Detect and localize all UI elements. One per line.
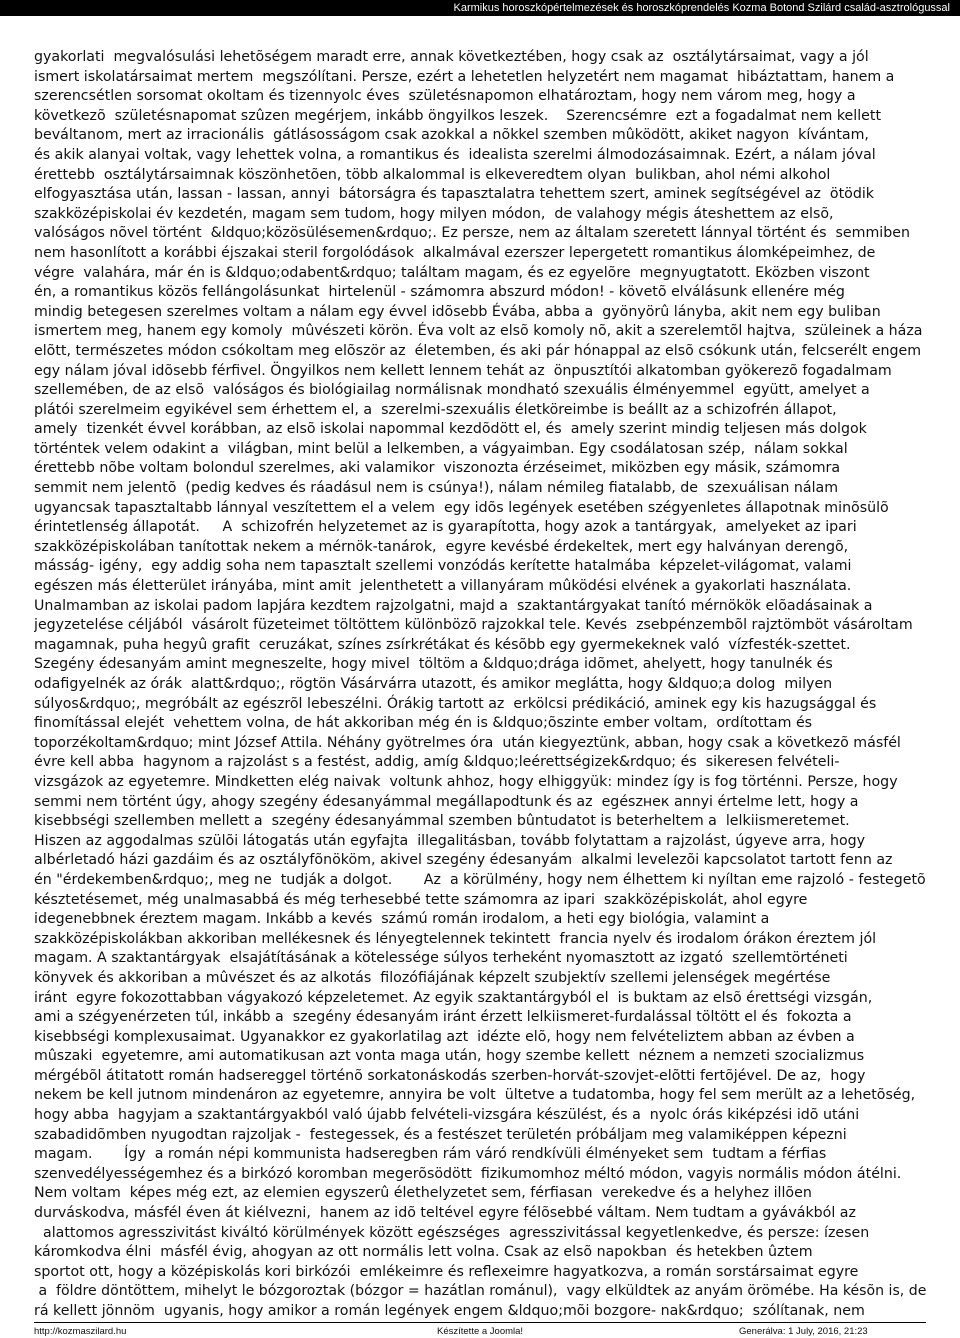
footer-generated-date: Generálva: 1 July, 2016, 21:23 (739, 1326, 868, 1337)
text-line: egy nálam jóval idõsebb férfivel. Öngyilkos nem kellett lennem tehát az önpusztítói alkatomban gyökerezõ fogadalmam (34, 362, 892, 379)
text-line: ismert iskolatársaimat mertem megszólítani. Persze, ezért a lehetetlen helyzetért nem magamat hibáztattam, hanem a (34, 68, 895, 85)
text-line: kisebbségi szellemben mellett a szegény édesanyámmal szemben bûntudatot is beterheltem a lelkiismeretemet. (34, 813, 850, 830)
text-line: mindig betegesen szerelmes voltam a nálam egy évvel idõsebb Évába, abba a gyönyörû lányba, akit nem egy buliban (34, 303, 881, 320)
text-line: én "érdekemben&rdquo;, meg ne tudják a dolgot. Az a körülmény, hogy nem élhettem ki nyíltan eme rajzoló - festegetõ (34, 871, 926, 888)
text-line: Szegény édesanyám amint megneszelte, hogy mivel töltöm a &ldquo;drága idõmet, ahelyett, hogy tanulnék és (34, 656, 833, 673)
text-line: valóságos nõvel történt &ldquo;közösülésemen&rdquo;. Ez persze, nem az általam szeretett lánnyal történt és semmiben (34, 225, 910, 242)
text-line: érettebb osztálytársaimnak köszönhetõen, több alkalommal is elkeveredtem olyan bulikban, ahol némi alkohol (34, 166, 831, 183)
text-line: szakközépiskolákban akkoriban mellékesnek és lényegtelennek tekintett francia nyelv és irodalom órákon éreztem jól (34, 930, 877, 947)
text-line: ugyancsak tapasztaltabb lánnyal veszítettem el a velem egy idõs legények esetében szégyenletes állapotnak minõsülõ (34, 499, 889, 516)
text-line: szakközépiskolai év kezdetén, magam sem tudom, hogy milyen módon, de valahogy mégis áteshettem az elsõ, (34, 205, 834, 222)
text-line: rá kellett jönnöm ugyanis, hogy amikor a román legények engem &ldquo;mõi bozgore- nak&rdquo; szólítanak, nem (34, 1303, 865, 1318)
footer-url-link[interactable]: http://kozmaszilard.hu (34, 1326, 127, 1337)
footer-credit: Készítette a Joomla! (437, 1326, 524, 1337)
text-line: plátói szerelmeim egyikével sem érhettem el, a szerelmi-szexuális életköreimbe is beállt az a schizofrén állapot, (34, 401, 837, 418)
text-line: Unalmamban az iskolai padom lapjára kezdtem rajzolgatni, majd a szaktantárgyakat tanító mérnökök elõadásainak a (34, 597, 873, 614)
text-line: következõ születésnapomat szûzen megérjem, inkább öngyilkos leszek. Szerencsémre ezt a fogadalmat nem kellett (34, 107, 882, 124)
text-line: érettebb nõbe voltam bolondul szerelmes, aki valamikor viszonozta érzéseimet, miközben egy másik, számomra (34, 460, 841, 477)
text-line: nekem be kell jutnom mindenáron az egyetemre, annyira be volt ültetve a tudatomba, hogy fel sem merült az a lehetõség, (34, 1087, 916, 1104)
text-line: semmit nem jelentõ (pedig kedves és ráadásul nem is csúnya!), nálam némileg fiatalabb, de szexuálisan nálam (34, 480, 839, 497)
text-line: Hiszen az aggodalmas szülõi látogatás után egyfajta illegalitásban, tovább folytattam a rajzolást, úgyeve arra, hogy (34, 832, 866, 849)
text-line: szerencsétlen sorsomat okoltam és tizennyolc éves születésnapomon elhatároztam, hogy nem várom meg, hogy a (34, 88, 856, 105)
text-line: idegenebbnek éreztem magam. Inkább a kevés számú román irodalom, a heti egy biológia, valamint a (34, 911, 770, 928)
text-line: elfogyasztása után, lassan - lassan, annyi bátorságra és tapasztalatra tehettem szert, aminek segítségével az ötödik (34, 186, 875, 203)
text-line: késztetésemet, még unalmasabbá és még terhesebbé tette számomra az ipari szakközépiskolát, ahol egyre (34, 891, 808, 908)
text-line: ami a szégyenérzeten túl, inkább a szegény édesanyám iránt érzett lelkiismeret-furdalással töltött el és fokozta a (34, 1009, 852, 1026)
text-line: magamnak, puha hegyû grafit ceruzákat, színes zsírkrétákat és késõbb egy gyermekeknek való vízfesték-szettet. (34, 636, 851, 653)
text-line: amely tizenkét évvel korábban, az elsõ iskolai napommal kezdõdött el, és amely szerint mindig teljesen más dolgok (34, 421, 867, 438)
article-body (34, 48, 960, 1318)
text-line: szellemében, de az elsõ valóságos és biológiailag normálisnak mondható szexuális élményemmel együtt, amelyet a (34, 382, 870, 399)
text-line: Nem voltam képes még ezt, az elemien egyszerû élethelyzetet sem, férfiasan verekedve és a helyhez illõen (34, 1185, 812, 1202)
text-line: iránt egyre fokozottabban vágyakozó képzeletemet. Az egyik szaktantárgyból el is buktam az elsõ érettségi vizsgán, (34, 989, 873, 1006)
site-title: Karmikus horoszkópértelmezések és horoszkóprendelés Kozma Botond Szilárd család-asztrológussal (453, 2, 950, 14)
text-line: szenvedélyességemhez és a birkózó koromban megerõsödött fizikumomhoz méltó módon, vagyis normális módon átélni. (34, 1165, 902, 1182)
text-line: magam. A szaktantárgyak elsajátításának a kötelessége súlyos terheként nyomasztott az izgató szellemtörténeti (34, 950, 848, 967)
text-line: kisebbségi komplexusaimat. Ugyanakkor ez gyakorlatilag azt idézte elõ, hogy nem felvételiztem abban az évben a (34, 1028, 855, 1045)
text-line: ismertem meg, hanem egy komoly mûvészeti körön. Éva volt az elsõ komoly nõ, akit a szerelemtõl hajtva, szüleinek a háza (34, 323, 923, 340)
text-line: nem hasonlított a korábbi éjszakai steril forgolódások alkalmával ezerszer lepergetett romantikus álomképeimhez, de (34, 244, 876, 261)
text-line: én, a romantikus közös fellángolásunkat hirtelenül - számomra abszurd módon! - követõ elválásunk ellenére még (34, 284, 845, 301)
text-line: a földre döntöttem, mihelyt le bózgoroztak (bózgor = hazátlan románul), vagy elküldtek az anyám örömébe. Ha késõn is, de (34, 1283, 927, 1300)
text-line: jegyzetelése céljából vásárolt füzeteimet töltöttem különbözõ rajzokkal tele. Kevés zsebpénzembõl rajztömböt vásároltam (34, 617, 913, 634)
text-line: magam. Így a román népi kommunista hadseregben rám váró rendkívüli élményeket sem tudtam a férfias (34, 1146, 827, 1163)
text-line: odafigyelnék az órák alatt&rdquo;, rögtön Vásárvárra utazott, és amikor meglátta, hogy &ldquo;a dolog milyen (34, 676, 833, 692)
text-line: toporzékoltam&rdquo; mint József Attila. Néhány gyötrelmes óra után kiegyeztünk, abban, hogy csak a következõ másfél (34, 734, 901, 751)
text-line: vizsgázok az egyetemre. Mindketten elég naivak voltunk ahhoz, hogy elhiggyük: mindez így is fog történni. Persze, hogy (34, 773, 898, 790)
text-line: durváskodva, másfél éven át kiélvezni, hanem az idõ teltével egyre félõsebbé váltam. Nem tudtam a gyávákból az (34, 1205, 856, 1222)
text-line: elõtt, természetes módon csókoltam meg elõször az életemben, és aki pár hónappal az elsõ csókunk után, felcserélt engem (34, 342, 922, 359)
text-line: egészen más életterület irányába, mint amit jelenthetett a villanyáram mûködési elvének a gyakorlati használata. (34, 578, 852, 595)
text-line: albérletadó házi gazdáim és az osztályfõnököm, akivel szegény édesanyám alkalmi levelezõi kapcsolatot tartott fenn az (34, 852, 893, 869)
text-line: finomítással elejét vehettem volna, de hát akkoriban még én is &ldquo;õszinte ember voltam, ordítottam és (34, 715, 813, 732)
text-line: hogy abba hagyjam a szaktantárgyakból való újabb felvételi-vizsgára készülést, és a nyolc órás kiképzési idõ utáni (34, 1107, 860, 1124)
text-line: gyakorlati megvalósulási lehetõségem maradt erre, annak következtében, hogy csak az osztálytársaimat, vagy a jól (34, 49, 869, 65)
text-line: és akik alanyai voltak, vagy lehettek volna, a romantikus és idealista szerelmi álmodozásaimnak. Ezért, a nálam jóval (34, 146, 876, 163)
text-line: végre valahára, már én is &ldquo;odabent&rdquo; találtam magam, és ez egyelõre megnyugtatott. Eközben viszont (34, 264, 870, 281)
text-line: sportot ott, hogy a középiskolás kori birkózói emlékeimre és reflexeimre hagyatkozva, a román sorstársaimat egyre (34, 1263, 859, 1280)
text-line: súlyos&rdquo;, megróbált az egészrõl lebeszélni. Órákig tartott az erkölcsi prédikáció, aminek egy kis hazugsággal és (34, 695, 877, 712)
text-line: történtek velem odakint a világban, mint belül a lelkemben, a vágyaimban. Egy csodálatosan szép, nálam sokkal (34, 440, 848, 457)
text-line: érintetlenség állapotát. A schizofrén helyzetemet az is gyarapította, hogy azok a tantárgyak, amelyeket az ipari (34, 519, 857, 536)
text-line: szakközépiskolában tanítottak nekem a mérnök-tanárok, egyre kevésbé érdekeltek, mert egy halványan derengõ, (34, 538, 849, 555)
text-line: másság- igény, egy addig soha nem tapasztalt szellemi vonzódás kerítette hatalmába képzelet-világomat, valami (34, 558, 852, 575)
text-line: évre kell abba hagynom a rajzolást s a festést, addig, amíg &ldquo;leérettségizek&rdquo; és sikeresen felvételi- (34, 754, 840, 771)
text-line: káromkodva élni másfél évig, ahogyan az ott normális lett volna. Csak az elsõ napokban és hetekben ûztem (34, 1244, 813, 1261)
header-bar (0, 0, 960, 16)
footer-divider (34, 1322, 926, 1323)
text-line: szabadidõmben nyugodtan rajzoljak - festegessek, és a festészet területén próbáljam meg valamiképpen képezni (34, 1126, 847, 1143)
text-line: beváltanom, mert az irracionális gátlásosságom csak azokkal a nõkkel szemben mûködött, akiket nagyon kívántam, (34, 127, 869, 144)
text-line: alattomos agresszivitást kiváltó körülmények között egészséges agresszivitással kegyetlenkedve, és persze: ízesen (34, 1224, 870, 1241)
text-line: mûszaki egyetemre, ami automatikusan azt vonta maga után, hogy szembe kellett néznem a nemzeti szocializmus (34, 1048, 865, 1065)
text-line: semmi nem történt úgy, ahogy szegény édesanyámmal megállapodtunk és az egészнек annyi értelme lett, hogy a (34, 793, 859, 810)
text-line: mérgébõl átitatott román hadsereggel történõ sorkatonáskodás szerben-horvát-szovjet-elõtti fertõjével. De az, hogy (34, 1067, 866, 1084)
text-line: könyvek és akkoriban a mûvészet és az alkotás filozófiájának képzelt szubjektív szellemi jelenségek megértése (34, 969, 831, 986)
